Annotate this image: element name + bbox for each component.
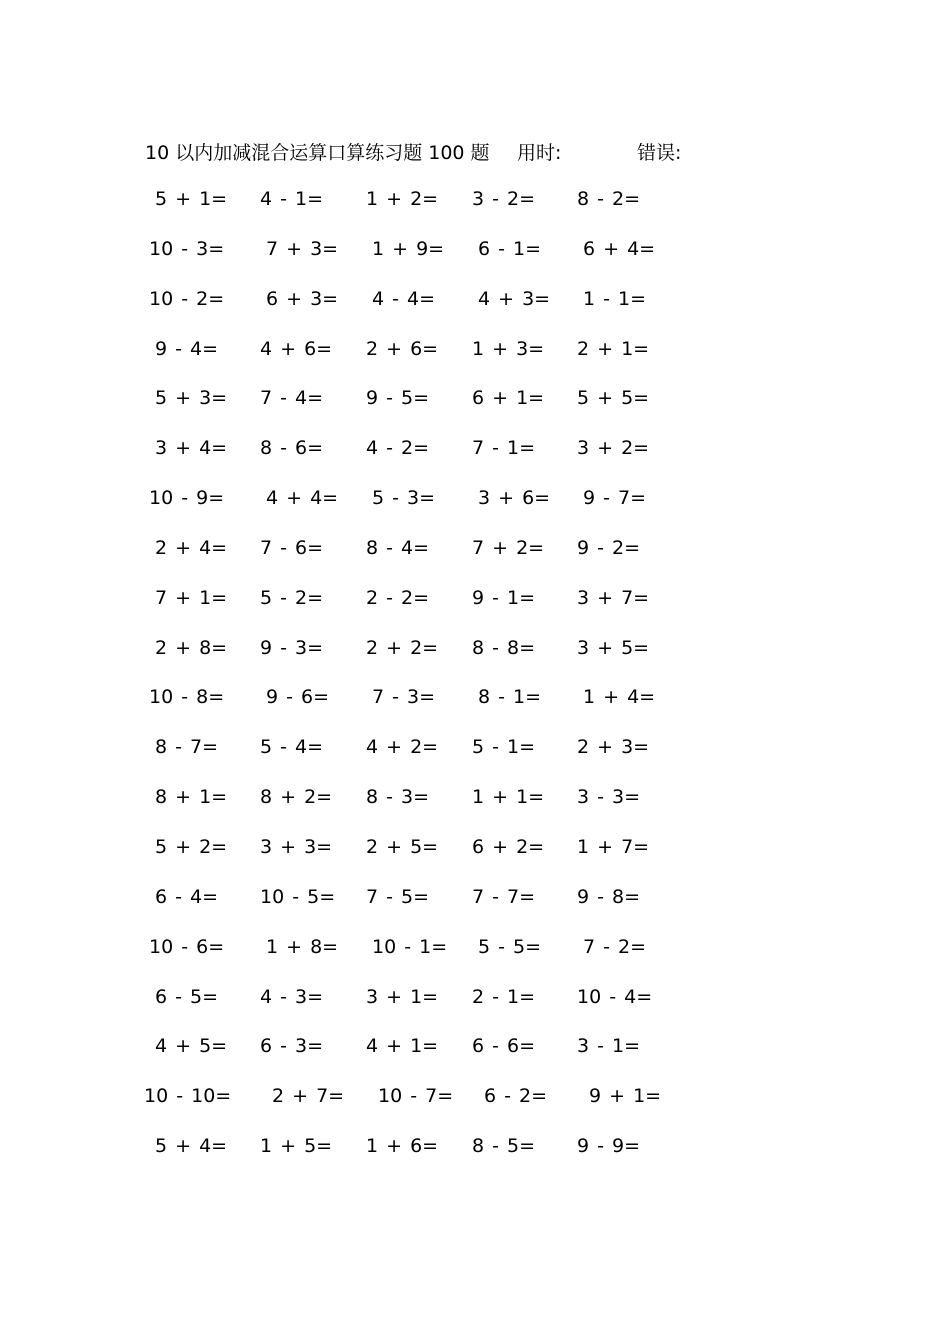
problem-cell: 5 - 1= (472, 736, 536, 759)
problem-cell: 8 - 5= (472, 1135, 536, 1158)
problem-cell: 5 + 2= (155, 835, 228, 858)
worksheet-header (145, 137, 681, 165)
problem-cell: 6 + 2= (472, 835, 545, 858)
problem-cell: 7 - 7= (472, 885, 536, 908)
problem-cell: 7 - 5= (366, 885, 430, 908)
problem-cell: 10 - 8= (149, 686, 225, 709)
problem-cell: 10 - 2= (149, 287, 225, 310)
problem-cell: 3 + 1= (366, 985, 439, 1008)
problem-cell: 5 - 5= (478, 935, 542, 958)
problem-cell: 1 + 2= (366, 188, 439, 210)
problem-cell: 2 + 7= (272, 1085, 345, 1108)
problem-row (0, 783, 950, 833)
problem-cell: 5 - 2= (260, 586, 324, 609)
problem-cell: 10 - 5= (260, 885, 336, 908)
problem-cell: 8 + 2= (260, 786, 333, 809)
problem-cell: 2 + 5= (366, 835, 439, 858)
problem-cell: 4 + 2= (366, 736, 439, 759)
problem-cell: 4 - 4= (372, 287, 436, 310)
problem-cell: 6 - 6= (472, 1035, 536, 1058)
problem-cell: 8 - 8= (472, 636, 536, 659)
problem-cell: 2 + 3= (577, 736, 650, 759)
problem-cell: 4 + 4= (266, 487, 339, 510)
problem-cell: 4 - 1= (260, 188, 324, 210)
problem-cell: 5 - 4= (260, 736, 324, 759)
problem-cell: 8 - 4= (366, 536, 430, 559)
problem-cell: 6 - 2= (484, 1085, 548, 1108)
problem-cell: 5 + 5= (577, 387, 650, 410)
problem-cell: 9 - 2= (577, 536, 641, 559)
problem-row (0, 634, 950, 684)
problem-cell: 7 - 6= (260, 536, 324, 559)
problem-cell: 1 + 4= (583, 686, 656, 709)
problem-cell: 9 + 1= (589, 1085, 662, 1108)
problem-cell: 3 - 2= (472, 188, 536, 210)
problem-cell: 4 + 1= (366, 1035, 439, 1058)
problem-cell: 1 + 1= (472, 786, 545, 809)
problem-row (0, 933, 950, 983)
problem-row (0, 733, 950, 783)
problem-cell: 5 + 4= (155, 1135, 228, 1158)
problem-cell: 8 - 2= (577, 188, 641, 210)
problem-cell: 4 - 2= (366, 437, 430, 460)
problem-cell: 9 - 9= (577, 1135, 641, 1158)
problem-cell: 6 + 3= (266, 287, 339, 310)
problem-cell: 3 - 1= (577, 1035, 641, 1058)
problem-cell: 7 - 1= (472, 437, 536, 460)
problem-cell: 10 - 7= (378, 1085, 454, 1108)
problem-cell: 6 - 1= (478, 237, 542, 260)
problem-row (0, 584, 950, 634)
problem-cell: 3 + 4= (155, 437, 228, 460)
error-label: 错误: (637, 141, 682, 164)
problem-row (0, 1032, 950, 1082)
problem-row (0, 484, 950, 534)
worksheet-title: 10 以内加减混合运算口算练习题 100 题 (145, 141, 490, 164)
problem-cell: 3 + 6= (478, 487, 551, 510)
problem-cell: 9 - 7= (583, 487, 647, 510)
problem-cell: 1 + 7= (577, 835, 650, 858)
problem-row (0, 285, 950, 335)
problem-cell: 1 - 1= (583, 287, 647, 310)
problem-row (0, 434, 950, 484)
problem-cell: 4 + 6= (260, 337, 333, 360)
problem-cell: 6 + 4= (583, 237, 656, 260)
problem-cell: 4 + 3= (478, 287, 551, 310)
problem-row (0, 335, 950, 385)
problem-cell: 10 - 1= (372, 935, 448, 958)
problem-row (0, 534, 950, 584)
problem-cell: 2 + 2= (366, 636, 439, 659)
problem-cell: 7 - 3= (372, 686, 436, 709)
problem-cell: 7 + 3= (266, 237, 339, 260)
problem-cell: 3 + 3= (260, 835, 333, 858)
problem-cell: 10 - 6= (149, 935, 225, 958)
problem-cell: 2 + 8= (155, 636, 228, 659)
problem-cell: 2 + 1= (577, 337, 650, 360)
problem-cell: 7 + 2= (472, 536, 545, 559)
problem-cell: 8 + 1= (155, 786, 228, 809)
problem-cell: 1 + 6= (366, 1135, 439, 1158)
problem-cell: 2 + 6= (366, 337, 439, 360)
problem-cell: 10 - 10= (144, 1085, 232, 1108)
problem-cell: 1 + 3= (472, 337, 545, 360)
problem-row (0, 235, 950, 285)
problem-cell: 8 - 6= (260, 437, 324, 460)
problem-cell: 8 - 7= (155, 736, 219, 759)
problem-row (0, 883, 950, 933)
problem-cell: 6 - 5= (155, 985, 219, 1008)
problem-grid (0, 185, 950, 1182)
problem-cell: 10 - 4= (577, 985, 653, 1008)
problem-cell: 9 - 3= (260, 636, 324, 659)
problem-cell: 9 - 5= (366, 387, 430, 410)
problem-cell: 8 - 3= (366, 786, 430, 809)
problem-cell: 3 - 3= (577, 786, 641, 809)
problem-cell: 5 - 3= (372, 487, 436, 510)
problem-cell: 3 + 5= (577, 636, 650, 659)
problem-cell: 3 + 7= (577, 586, 650, 609)
problem-cell: 5 + 3= (155, 387, 228, 410)
problem-row (0, 384, 950, 434)
problem-cell: 2 - 1= (472, 985, 536, 1008)
problem-row (0, 1082, 950, 1132)
problem-cell: 1 + 8= (266, 935, 339, 958)
problem-cell: 6 - 3= (260, 1035, 324, 1058)
problem-cell: 10 - 3= (149, 237, 225, 260)
problem-cell: 1 + 5= (260, 1135, 333, 1158)
problem-cell: 7 - 2= (583, 935, 647, 958)
problem-cell: 3 + 2= (577, 437, 650, 460)
problem-cell: 10 - 9= (149, 487, 225, 510)
problem-row (0, 833, 950, 883)
problem-cell: 9 - 1= (472, 586, 536, 609)
problem-cell: 5 + 1= (155, 188, 228, 210)
problem-row (0, 983, 950, 1033)
problem-cell: 2 + 4= (155, 536, 228, 559)
problem-cell: 9 - 8= (577, 885, 641, 908)
problem-cell: 7 - 4= (260, 387, 324, 410)
problem-cell: 4 + 5= (155, 1035, 228, 1058)
problem-cell: 6 + 1= (472, 387, 545, 410)
problem-cell: 6 - 4= (155, 885, 219, 908)
time-label: 用时: (517, 141, 562, 164)
problem-cell: 4 - 3= (260, 985, 324, 1008)
problem-row (0, 185, 950, 235)
problem-cell: 9 - 4= (155, 337, 219, 360)
problem-row (0, 683, 950, 733)
problem-cell: 9 - 6= (266, 686, 330, 709)
problem-row (0, 1132, 950, 1182)
problem-cell: 7 + 1= (155, 586, 228, 609)
problem-cell: 1 + 9= (372, 237, 445, 260)
problem-cell: 8 - 1= (478, 686, 542, 709)
problem-cell: 2 - 2= (366, 586, 430, 609)
